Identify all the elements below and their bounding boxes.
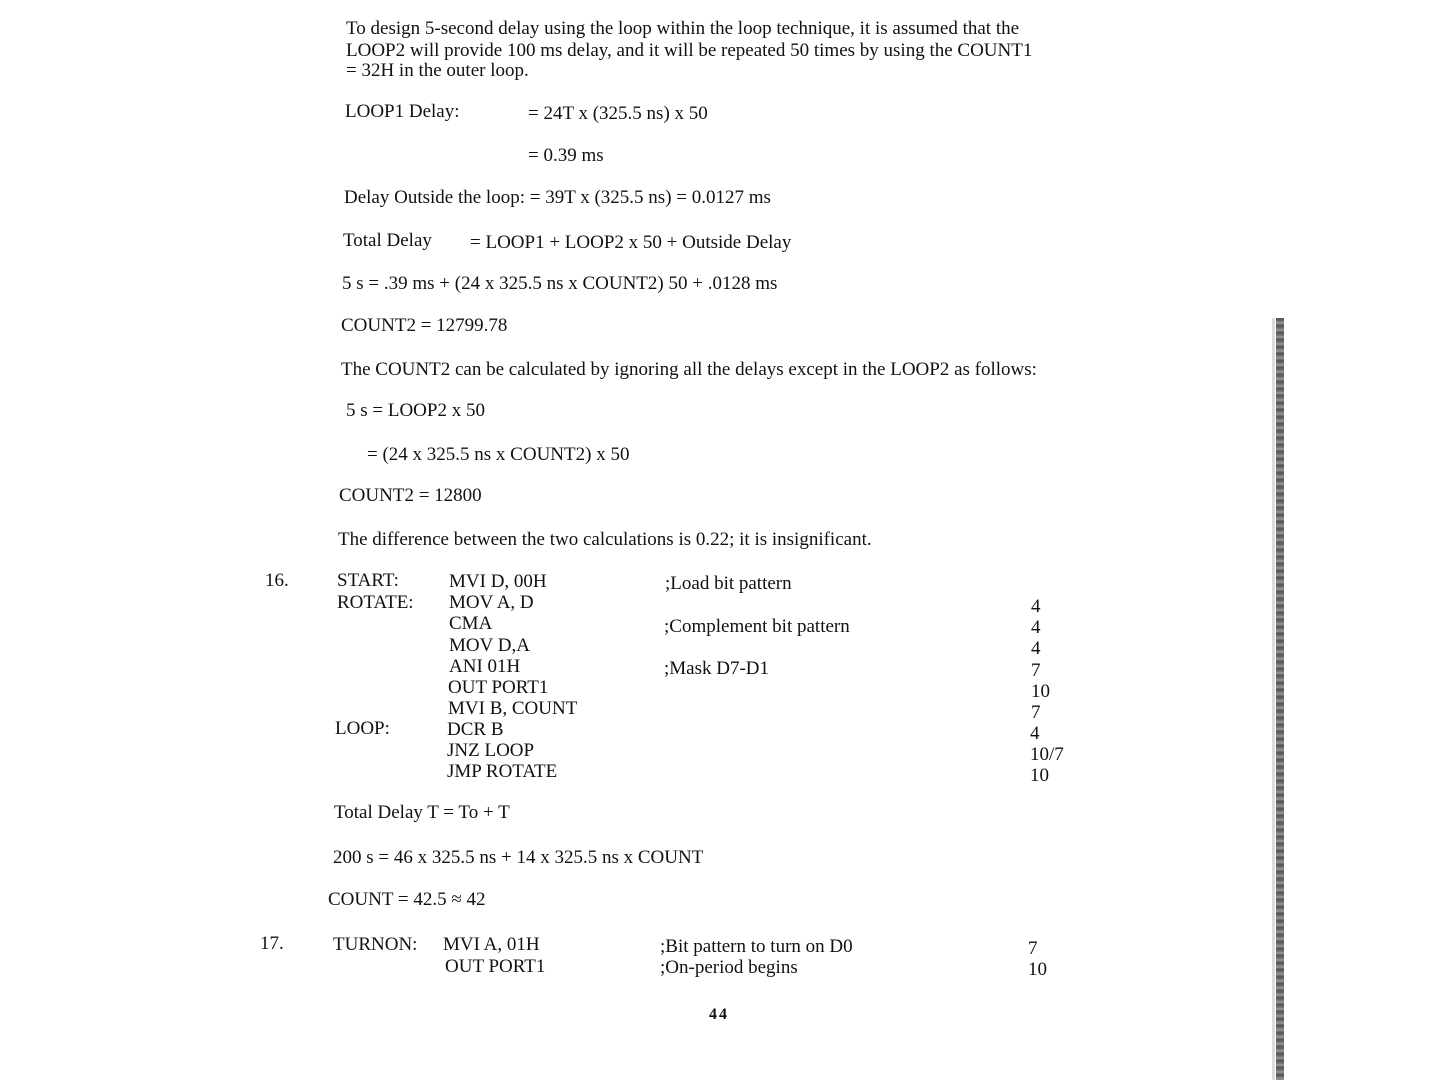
total-delay-label: Total Delay [343, 230, 432, 251]
asm-label: ROTATE: [337, 592, 414, 613]
asm-tstates: 10 [1031, 681, 1050, 702]
total-delay-t: Total Delay T = To + T [334, 802, 510, 823]
page-number: 44 [709, 1006, 729, 1023]
asm-instruction: MVI D, 00H [449, 571, 547, 592]
loop1-result: = 0.39 ms [528, 145, 604, 166]
asm-tstates: 10/7 [1030, 744, 1064, 765]
total-delay-expression: = LOOP1 + LOOP2 x 50 + Outside Delay [470, 232, 792, 253]
asm-tstates: 7 [1031, 660, 1041, 681]
asm-instruction: JMP ROTATE [447, 761, 558, 782]
equation-200: 200 s = 46 x 325.5 ns + 14 x 325.5 ns x COUNT [333, 847, 704, 868]
loop1-label: LOOP1 Delay: [345, 101, 460, 122]
asm-comment: ;Bit pattern to turn on D0 [660, 936, 853, 957]
intro-line-1: To design 5-second delay using the loop within the loop technique, it is assumed that the [346, 18, 1020, 39]
asm-label: LOOP: [335, 718, 390, 739]
asm-instruction: MVI B, COUNT [448, 698, 578, 719]
asm-instruction: OUT PORT1 [445, 956, 546, 977]
asm-tstates: 7 [1031, 702, 1041, 723]
loop2-equation-expanded: = (24 x 325.5 ns x COUNT2) x 50 [367, 444, 630, 465]
ignoring-sentence: The COUNT2 can be calculated by ignoring all the delays except in the LOOP2 as follows: [341, 359, 1037, 380]
asm-tstates: 4 [1031, 596, 1041, 617]
asm-comment: ;Complement bit pattern [664, 616, 850, 637]
asm-instruction: MOV A, D [449, 592, 534, 613]
asm-label: TURNON: [333, 934, 418, 955]
count2-first: COUNT2 = 12799.78 [341, 315, 508, 336]
count2-second: COUNT2 = 12800 [339, 485, 482, 506]
problem-16-number: 16. [265, 570, 289, 591]
difference-sentence: The difference between the two calculations is 0.22; it is insignificant. [338, 529, 872, 550]
asm-instruction: DCR B [447, 719, 504, 740]
loop1-expression: = 24T x (325.5 ns) x 50 [528, 103, 708, 124]
count-result: COUNT = 42.5 ≈ 42 [328, 889, 486, 910]
asm-comment: ;On-period begins [660, 957, 798, 978]
asm-instruction: MOV D,A [449, 635, 530, 656]
asm-instruction: OUT PORT1 [448, 677, 549, 698]
problem-17-number: 17. [260, 933, 284, 954]
asm-tstates: 4 [1030, 723, 1040, 744]
scan-edge-shadow [1272, 318, 1275, 1080]
asm-comment: ;Load bit pattern [665, 573, 792, 594]
loop2-equation: 5 s = LOOP2 x 50 [346, 400, 485, 421]
asm-instruction: CMA [449, 613, 493, 634]
intro-line-2: LOOP2 will provide 100 ms delay, and it will be repeated 50 times by using the COUNT1 [346, 40, 1033, 61]
outside-delay: Delay Outside the loop: = 39T x (325.5 ns) = 0.0127 ms [344, 187, 771, 208]
asm-label: START: [337, 570, 399, 591]
asm-instruction: ANI 01H [449, 656, 521, 677]
asm-comment: ;Mask D7-D1 [664, 658, 770, 679]
asm-instruction: MVI A, 01H [443, 934, 540, 955]
asm-tstates: 7 [1028, 938, 1038, 959]
asm-tstates: 4 [1031, 617, 1041, 638]
asm-tstates: 10 [1030, 765, 1049, 786]
asm-tstates: 4 [1031, 638, 1041, 659]
intro-line-3: = 32H in the outer loop. [346, 60, 529, 81]
asm-instruction: JNZ LOOP [447, 740, 535, 761]
five-second-equation: 5 s = .39 ms + (24 x 325.5 ns x COUNT2) 50 + .0128 ms [342, 273, 778, 294]
asm-tstates: 10 [1028, 959, 1047, 980]
scan-edge [1276, 318, 1284, 1080]
